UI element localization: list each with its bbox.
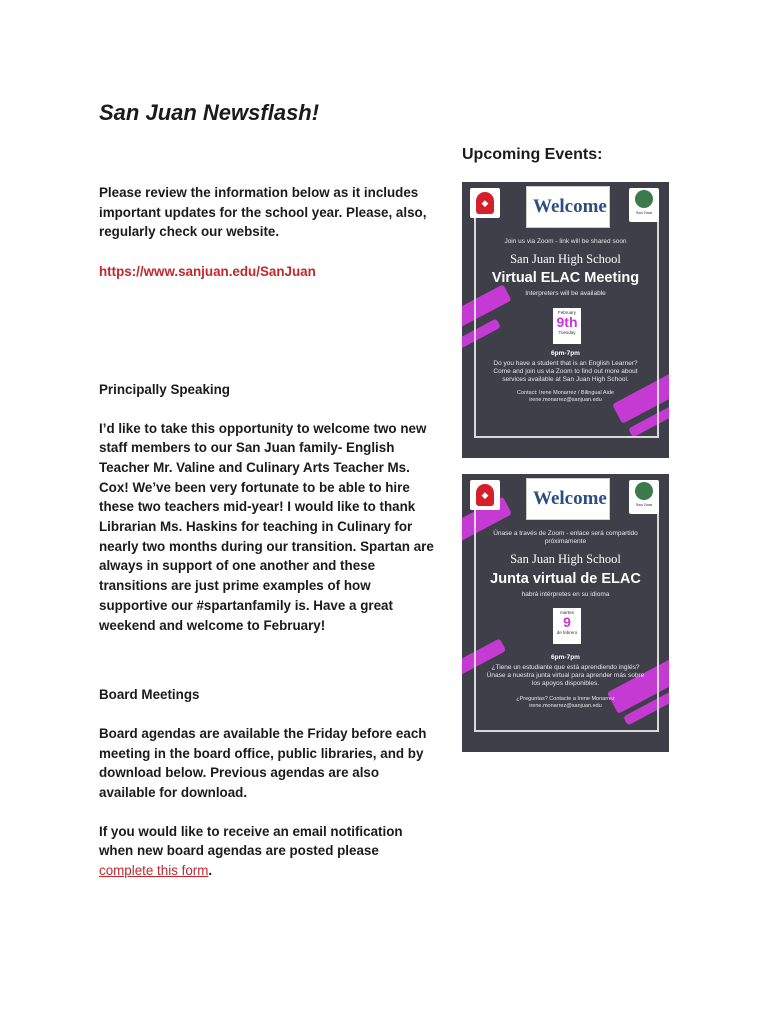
elac-flyer-spanish	[462, 474, 669, 752]
spartan-logo	[470, 480, 500, 510]
main-column	[99, 183, 434, 881]
intro-text: Please review the information below as it includes important updates for the school year. Please, also, regularly check our website.	[99, 185, 427, 240]
flyer-join: Únase a través de Zoom - enlace será compartido próximamente	[493, 530, 638, 545]
spartan-helmet-icon: ◆	[476, 484, 494, 506]
flyer-question: ¿Tiene un estudiante que está aprendiendo inglés? Únase a nuestra junta virtual para aprender más sobre los apoyos disponibles.	[486, 664, 645, 687]
board-notify	[99, 822, 434, 881]
notify-end: .	[208, 863, 213, 879]
board-body: Board agendas are available the Friday before each meeting in the board office, public libraries, and by download below. Previous agendas are also available for download.	[99, 725, 427, 801]
welcome-word-cloud	[526, 478, 610, 520]
flyer-time: 6pm-7pm	[551, 350, 580, 357]
flyer-school: San Juan High School	[510, 252, 621, 266]
school-logo: San Juan	[629, 480, 659, 514]
flyer-interpreters: habrá intérpretes en su idioma	[521, 591, 610, 598]
flyer-contact: Contact: Irene Monarrez / Bilingual Aide irene.monarrez@sanjuan.edu	[517, 390, 614, 403]
spartan-logo	[470, 188, 500, 218]
flyer-date: martes 9 de febrero	[553, 608, 581, 644]
flyer-date: February 9th Tuesday	[553, 308, 581, 344]
welcome-word: Welcome	[533, 488, 607, 509]
school-logo: San Juan	[629, 188, 659, 222]
board-heading: Board Meetings	[99, 687, 200, 703]
flyer-title: Junta virtual de ELAC	[490, 571, 641, 587]
principal-heading: Principally Speaking	[99, 381, 230, 397]
page-title: San Juan Newsflash!	[99, 100, 320, 125]
flyer-school: San Juan High School	[510, 552, 621, 566]
globe-icon	[635, 190, 653, 208]
flyer-question: Do you have a student that is an English Learner? Come and join us via Zoom to find out more about services available at San Juan High School.	[493, 360, 638, 383]
flyer-contact: ¿Preguntas? Contacte a Irene Monarrez irene.monarrez@sanjuan.edu	[516, 696, 615, 709]
notify-text: If you would like to receive an email notification when new board agendas are posted please	[99, 823, 403, 859]
globe-icon	[635, 482, 653, 500]
complete-form-link[interactable]: complete this form	[99, 863, 209, 879]
flyer-title: Virtual ELAC Meeting	[491, 270, 640, 286]
flyer-join: Join us via Zoom - link will be shared soon	[504, 238, 627, 245]
welcome-word: Welcome	[533, 196, 607, 217]
website-link[interactable]: https://www.sanjuan.edu/SanJuan	[99, 264, 316, 280]
principal-body: I’d like to take this opportunity to welcome two new staff members to our San Juan family- English Teacher Mr. Valine and Culinary Arts Teacher Ms. Cox! We’ve been very fortunate to be able to hire these two teachers mid-year! I would like to thank Librarian Ms. Haskins for teaching in Culinary for nearly two months during our transition. Spartan are always in support of one another and these transitions are just prime examples of how supportive our #spartanfamily is. Have a great weekend and welcome to February!	[99, 420, 434, 633]
welcome-word-cloud	[526, 186, 610, 228]
upcoming-events-heading: Upcoming Events:	[462, 146, 603, 163]
elac-flyer-english	[462, 182, 669, 458]
spartan-helmet-icon: ◆	[476, 192, 494, 214]
flyer-time: 6pm-7pm	[551, 654, 580, 661]
flyer-interpreters: Interpreters will be available	[525, 290, 606, 297]
